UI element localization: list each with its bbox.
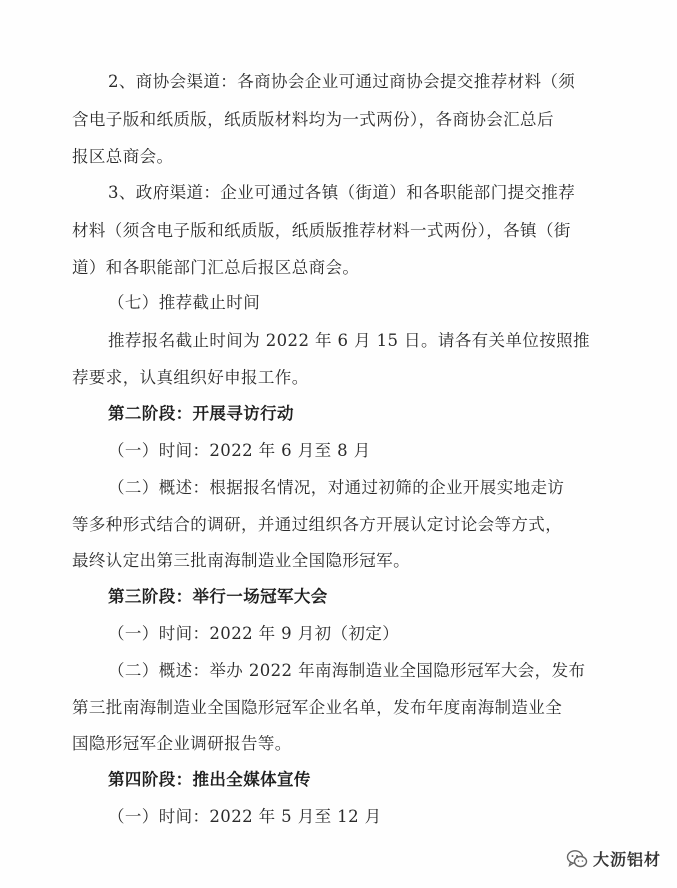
paragraph-line: 3、政府渠道：企业可通过各镇（街道）和各职能部门提交推荐 <box>108 183 576 202</box>
paragraph-line: 报区总商会。 <box>72 147 174 166</box>
paragraph-line: 道）和各职能部门汇总后报区总商会。 <box>72 258 360 277</box>
watermark <box>566 847 661 870</box>
paragraph-line: 荐要求，认真组织好申报工作。 <box>72 368 309 387</box>
paragraph-line: （一）时间：2022 年 9 月初（初定） <box>108 624 400 643</box>
paragraph-line: 推荐报名截止时间为 2022 年 6 月 15 日。请各有关单位按照推 <box>108 331 590 350</box>
paragraph-line: 最终认定出第三批南海制造业全国隐形冠军。 <box>72 551 410 570</box>
stage-heading: 第三阶段：举行一场冠军大会 <box>108 587 328 606</box>
stage-heading: 第二阶段：开展寻访行动 <box>108 404 294 423</box>
paragraph-line: 第三批南海制造业全国隐形冠军企业名单，发布年度南海制造业全 <box>72 698 563 717</box>
paragraph-line: 2、商协会渠道：各商协会企业可通过商协会提交推荐材料（须 <box>108 72 576 91</box>
paragraph-line: （二）概述：根据报名情况，对通过初筛的企业开展实地走访 <box>108 478 565 497</box>
paragraph-line: 等多种形式结合的调研，并通过组织各方开展认定讨论会等方式， <box>72 515 563 534</box>
paragraph-line: 国隐形冠军企业调研报告等。 <box>72 734 292 753</box>
paragraph-line: 含电子版和纸质版，纸质版材料均为一式两份），各商协会汇总后 <box>72 110 554 129</box>
paragraph-line: 材料（须含电子版和纸质版，纸质版推荐材料一式两份），各镇（街 <box>72 221 571 240</box>
paragraph-line: （一）时间：2022 年 5 月至 12 月 <box>108 807 382 826</box>
watermark-text: 大沥铝材 <box>592 850 661 869</box>
paragraph-line: （一）时间：2022 年 6 月至 8 月 <box>108 441 371 460</box>
section-subheading: （七）推荐截止时间 <box>108 293 261 312</box>
paragraph-line: （二）概述：举办 2022 年南海制造业全国隐形冠军大会，发布 <box>108 661 586 680</box>
wechat-icon <box>566 848 588 870</box>
stage-heading: 第四阶段：推出全媒体宣传 <box>108 770 311 789</box>
